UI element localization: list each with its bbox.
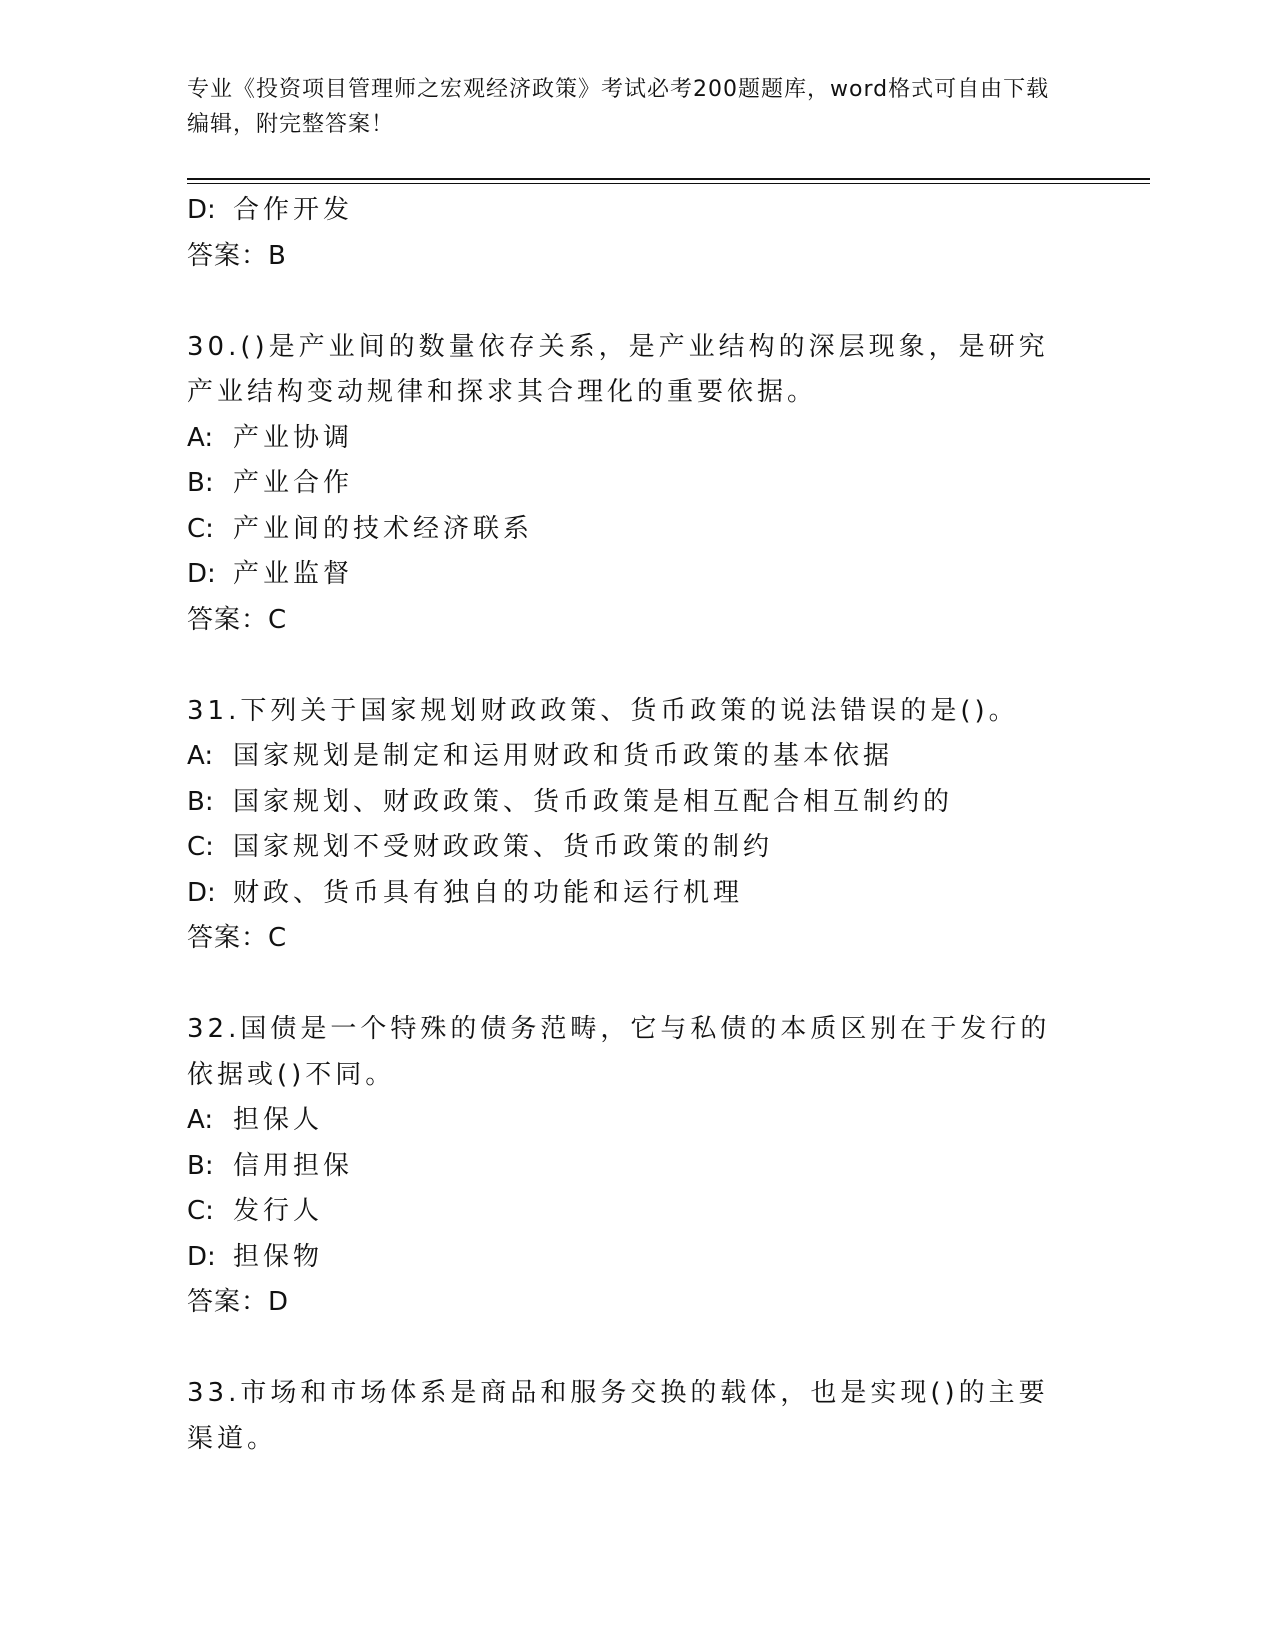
option-key: B:: [187, 468, 214, 498]
option-line: [187, 507, 1067, 553]
option-text: 国家规划、财政政策、货币政策是相互配合相互制约的: [233, 786, 954, 817]
answer-line: 答案：B: [187, 240, 287, 271]
option-line: [187, 461, 1067, 507]
question-stem: 33.市场和市场体系是商品和服务交换的载体，也是实现()的主要渠道。: [187, 1378, 1049, 1454]
option-line: [187, 416, 1067, 462]
option-text: 产业间的技术经济联系: [233, 513, 534, 544]
option-key: D:: [187, 877, 216, 908]
option-key: B:: [187, 1150, 214, 1181]
option-key: D:: [187, 559, 216, 589]
option-key: A:: [187, 422, 214, 453]
header-rule-thick: [187, 178, 1150, 180]
question-stem: 32.国债是一个特殊的债务范畴，它与私债的本质区别在于发行的依据或()不同。: [187, 1014, 1051, 1090]
option-key: D:: [187, 1241, 216, 1272]
option-key: A:: [187, 741, 214, 771]
option-line: [187, 780, 1067, 826]
answer-line: 答案：D: [187, 1287, 290, 1317]
option-text: 发行人: [233, 1196, 324, 1226]
option-text: 国家规划是制定和运用财政和货币政策的基本依据: [233, 741, 894, 771]
option-line: [187, 871, 1067, 917]
answer-line: 答案：C: [187, 604, 288, 635]
question-stem: 31.下列关于国家规划财政政策、货币政策的说法错误的是()。: [187, 695, 1019, 726]
header-rule-thin: [187, 183, 1150, 184]
answer-line: 答案：C: [187, 923, 288, 953]
option-text: 产业合作: [233, 468, 354, 498]
option-text: 财政、货币具有独自的功能和运行机理: [233, 877, 744, 908]
question-content: [187, 188, 1067, 1462]
option-line: [187, 1098, 1067, 1144]
option-line: [187, 825, 1067, 871]
option-line: [187, 1235, 1067, 1281]
option-text: 国家规划不受财政政策、货币政策的制约: [233, 832, 774, 862]
option-key: D:: [187, 195, 216, 225]
option-text: 产业监督: [233, 559, 354, 589]
option-line: [187, 734, 1067, 780]
option-text: 信用担保: [233, 1150, 354, 1181]
option-key: C:: [187, 1196, 214, 1226]
option-text: 担保人: [233, 1105, 324, 1135]
option-line: [187, 1189, 1067, 1235]
option-key: B:: [187, 786, 214, 817]
option-text: 担保物: [233, 1241, 324, 1272]
option-key: C:: [187, 513, 214, 544]
question-stem: 30.()是产业间的数量依存关系，是产业结构的深层现象，是研究产业结构变动规律和探求其合理化的重要依据。: [187, 331, 1049, 407]
option-line: [187, 1144, 1067, 1190]
option-text: 产业协调: [233, 422, 354, 453]
option-line: [187, 552, 1067, 598]
option-key: A:: [187, 1105, 214, 1135]
option-line: [187, 188, 1067, 234]
page-header: 专业《投资项目管理师之宏观经济政策》考试必考200题题库，word格式可自由下载编辑，附完整答案！: [187, 77, 1050, 137]
option-text: 合作开发: [233, 195, 354, 225]
option-key: C:: [187, 832, 214, 862]
